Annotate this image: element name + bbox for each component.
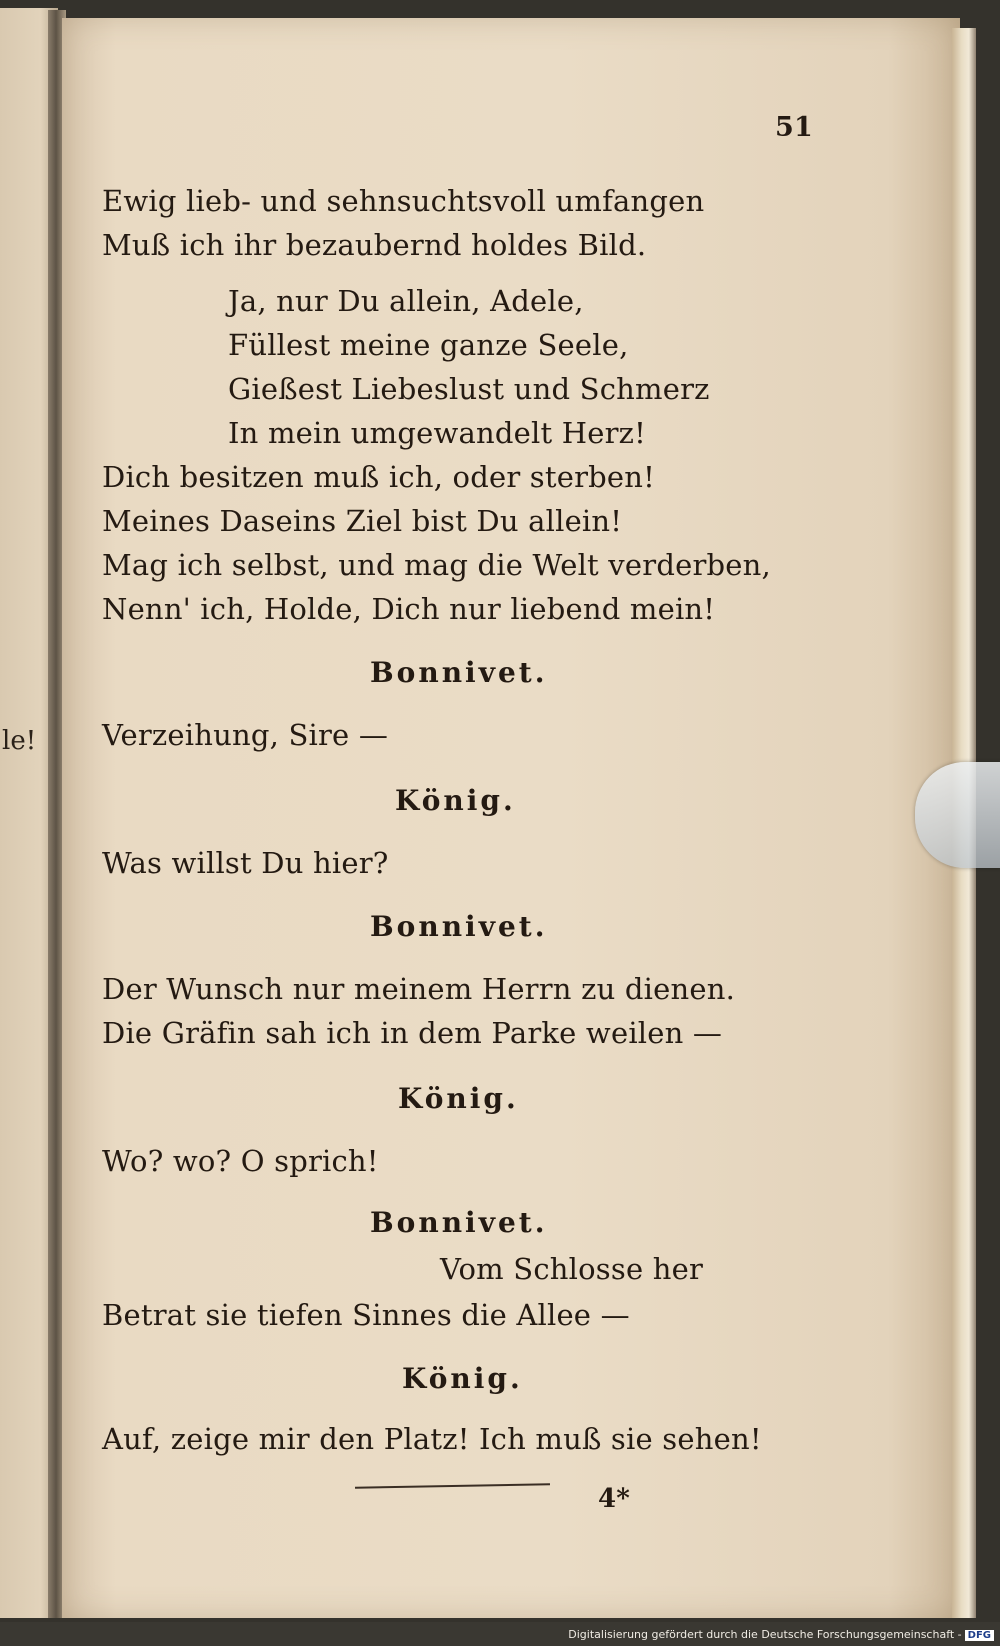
digitization-credit: [568, 1628, 994, 1641]
speaker-name: König.: [395, 784, 516, 817]
dialogue-line: Der Wunsch nur meinem Herrn zu dienen.: [102, 972, 736, 1006]
dialogue-line: Was willst Du hier?: [102, 846, 389, 880]
page-clip: [915, 762, 1000, 868]
credit-text: Digitalisierung gefördert durch die Deutsche Forschungsgemeinschaft -: [568, 1628, 962, 1641]
dfg-logo: DFG: [965, 1630, 994, 1641]
verse-line: Muß ich ihr bezaubernd holdes Bild.: [102, 228, 647, 262]
verse-line: Füllest meine ganze Seele,: [228, 328, 629, 362]
speaker-name: Bonnivet.: [370, 910, 548, 943]
speaker-name: König.: [402, 1362, 523, 1395]
verse-line: Ja, nur Du allein, Adele,: [228, 284, 584, 318]
speaker-name: König.: [398, 1082, 519, 1115]
dialogue-line: Betrat sie tiefen Sinnes die Allee —: [102, 1298, 630, 1332]
verse-line: Meines Daseins Ziel bist Du allein!: [102, 504, 623, 538]
dialogue-line: Vom Schlosse her: [440, 1252, 704, 1286]
page-number: 51: [775, 112, 813, 143]
verse-line: Gießest Liebeslust und Schmerz: [228, 372, 710, 406]
verse-line: Mag ich selbst, und mag die Welt verderben,: [102, 548, 771, 582]
verse-line: Ewig lieb- und sehnsuchtsvoll umfangen: [102, 184, 705, 218]
verse-line: Nenn' ich, Holde, Dich nur liebend mein!: [102, 592, 716, 626]
dialogue-line: Wo? wo? O sprich!: [102, 1144, 379, 1178]
verse-line: In mein umgewandelt Herz!: [228, 416, 646, 450]
signature-mark: 4*: [598, 1484, 631, 1514]
speaker-name: Bonnivet.: [370, 1206, 548, 1239]
speaker-name: Bonnivet.: [370, 656, 548, 689]
dialogue-line: Die Gräfin sah ich in dem Parke weilen —: [102, 1016, 723, 1050]
dialogue-line: Auf, zeige mir den Platz! Ich muß sie sehen!: [102, 1422, 762, 1456]
left-page-text-fragment: le!: [2, 726, 37, 756]
dialogue-line: Verzeihung, Sire —: [102, 718, 389, 752]
verse-line: Dich besitzen muß ich, oder sterben!: [102, 460, 656, 494]
